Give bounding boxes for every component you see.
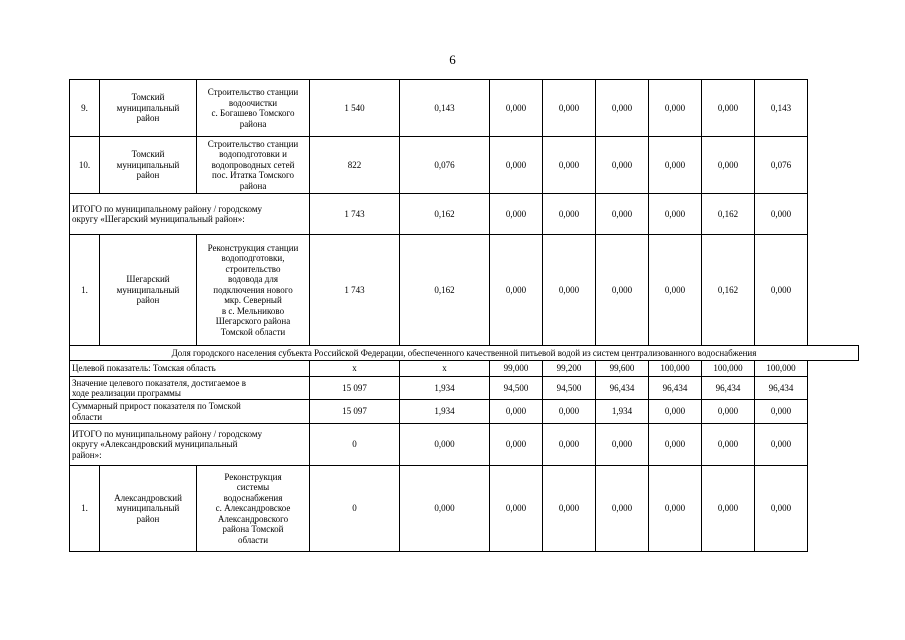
value-cell: 100,000 <box>755 361 808 377</box>
row-number-cell: 9. <box>70 80 100 137</box>
value-cell: 1,934 <box>596 400 649 424</box>
value-cell: 0,000 <box>490 235 543 346</box>
value-cell: 0,000 <box>543 137 596 194</box>
value-cell: 0 <box>310 466 400 552</box>
value-cell: 0,000 <box>596 235 649 346</box>
value-cell: 1,934 <box>400 400 490 424</box>
value-cell: 94,500 <box>543 377 596 400</box>
district-cell: Александровский муниципальный район <box>100 466 197 552</box>
value-cell: 0,000 <box>543 466 596 552</box>
value-cell: 0,000 <box>543 424 596 466</box>
value-cell: 0,000 <box>596 80 649 137</box>
object-cell: Строительство станции водоподготовки и водопроводных сетей пос. Итатка Томского района <box>197 137 310 194</box>
table-row <box>70 194 859 235</box>
value-cell: 0,000 <box>543 80 596 137</box>
value-cell: 0,000 <box>490 400 543 424</box>
value-cell: 15 097 <box>310 400 400 424</box>
value-cell: 0,162 <box>400 235 490 346</box>
total-label-cell: Суммарный прирост показателя по Томской области <box>70 400 310 424</box>
table-row <box>70 466 859 552</box>
value-cell: 0,000 <box>543 194 596 235</box>
value-cell: 0,076 <box>755 137 808 194</box>
value-cell: 94,500 <box>490 377 543 400</box>
value-cell: 822 <box>310 137 400 194</box>
page-number: 6 <box>449 52 456 67</box>
row-number-cell: 1. <box>70 466 100 552</box>
value-cell: 99,000 <box>490 361 543 377</box>
value-cell: 0,000 <box>702 424 755 466</box>
value-cell: 96,434 <box>649 377 702 400</box>
value-cell: 0,000 <box>543 235 596 346</box>
total-label-cell: Целевой показатель: Томская область <box>70 361 310 377</box>
value-cell: 0,000 <box>596 194 649 235</box>
value-cell: 0,000 <box>400 424 490 466</box>
value-cell: 0,000 <box>596 466 649 552</box>
value-cell: 99,600 <box>596 361 649 377</box>
value-cell: 0,000 <box>649 400 702 424</box>
value-cell: 0,000 <box>490 137 543 194</box>
total-label-cell: ИТОГО по муниципальному району / городскому округу «Шегарский муниципальный район»: <box>70 194 310 235</box>
value-cell: 1,934 <box>400 377 490 400</box>
value-cell: 0,000 <box>649 235 702 346</box>
value-cell: 1 743 <box>310 194 400 235</box>
district-cell: Шегарский муниципальный район <box>100 235 197 346</box>
value-cell: 1 743 <box>310 235 400 346</box>
value-cell: 0,000 <box>490 80 543 137</box>
value-cell: 0,076 <box>400 137 490 194</box>
value-cell: 0,162 <box>702 194 755 235</box>
value-cell: 0,000 <box>490 466 543 552</box>
object-cell: Строительство станции водоочистки с. Богашево Томского района <box>197 80 310 137</box>
section-heading-cell: Доля городского населения субъекта Российской Федерации, обеспеченного качественной питьевой водой из систем централизованного водоснабжения <box>70 346 859 361</box>
table-row <box>70 424 859 466</box>
value-cell: 99,200 <box>543 361 596 377</box>
value-cell: 100,000 <box>702 361 755 377</box>
value-cell: 96,434 <box>702 377 755 400</box>
district-cell: Томский муниципальный район <box>100 137 197 194</box>
value-cell: 0,143 <box>755 80 808 137</box>
value-cell: 0,000 <box>702 137 755 194</box>
value-cell: 0,000 <box>649 466 702 552</box>
table-row <box>70 80 859 137</box>
value-cell: 96,434 <box>755 377 808 400</box>
value-cell: x <box>310 361 400 377</box>
value-cell: 0,000 <box>649 137 702 194</box>
table-row <box>70 361 859 377</box>
value-cell: 0,000 <box>649 194 702 235</box>
row-number-cell: 1. <box>70 235 100 346</box>
total-label-cell: ИТОГО по муниципальному району / городскому округу «Александровский муниципальный район»: <box>70 424 310 466</box>
value-cell: 0,000 <box>702 400 755 424</box>
district-cell: Томский муниципальный район <box>100 80 197 137</box>
value-cell: 0,000 <box>755 194 808 235</box>
value-cell: 0,000 <box>543 400 596 424</box>
total-label-cell: Значение целевого показателя, достигаемое в ходе реализации программы <box>70 377 310 400</box>
table-row <box>70 137 859 194</box>
value-cell: 0 <box>310 424 400 466</box>
table-row <box>70 400 859 424</box>
table-row <box>70 377 859 400</box>
value-cell: 0,162 <box>702 235 755 346</box>
value-cell: 0,000 <box>755 424 808 466</box>
value-cell: 96,434 <box>596 377 649 400</box>
object-cell: Реконструкция станции водоподготовки, строительство водовода для подключения нового мкр. Северный в с. Мельниково Шегарского района Томской области <box>197 235 310 346</box>
value-cell: 0,000 <box>702 80 755 137</box>
value-cell: 15 097 <box>310 377 400 400</box>
value-cell: 0,000 <box>596 424 649 466</box>
value-cell: 0,000 <box>755 466 808 552</box>
value-cell: 0,000 <box>649 80 702 137</box>
value-cell: x <box>400 361 490 377</box>
table-row <box>70 346 859 361</box>
value-cell: 0,000 <box>596 137 649 194</box>
table-body <box>70 80 859 552</box>
value-cell: 0,162 <box>400 194 490 235</box>
object-cell: Реконструкция системы водоснабжения с. Александровское Александровского района Томской области <box>197 466 310 552</box>
value-cell: 1 540 <box>310 80 400 137</box>
value-cell: 0,143 <box>400 80 490 137</box>
value-cell: 0,000 <box>702 466 755 552</box>
value-cell: 0,000 <box>649 424 702 466</box>
value-cell: 0,000 <box>490 424 543 466</box>
value-cell: 0,000 <box>755 235 808 346</box>
value-cell: 100,000 <box>649 361 702 377</box>
value-cell: 0,000 <box>400 466 490 552</box>
data-table <box>69 79 859 552</box>
table-row <box>70 235 859 346</box>
value-cell: 0,000 <box>755 400 808 424</box>
row-number-cell: 10. <box>70 137 100 194</box>
value-cell: 0,000 <box>490 194 543 235</box>
